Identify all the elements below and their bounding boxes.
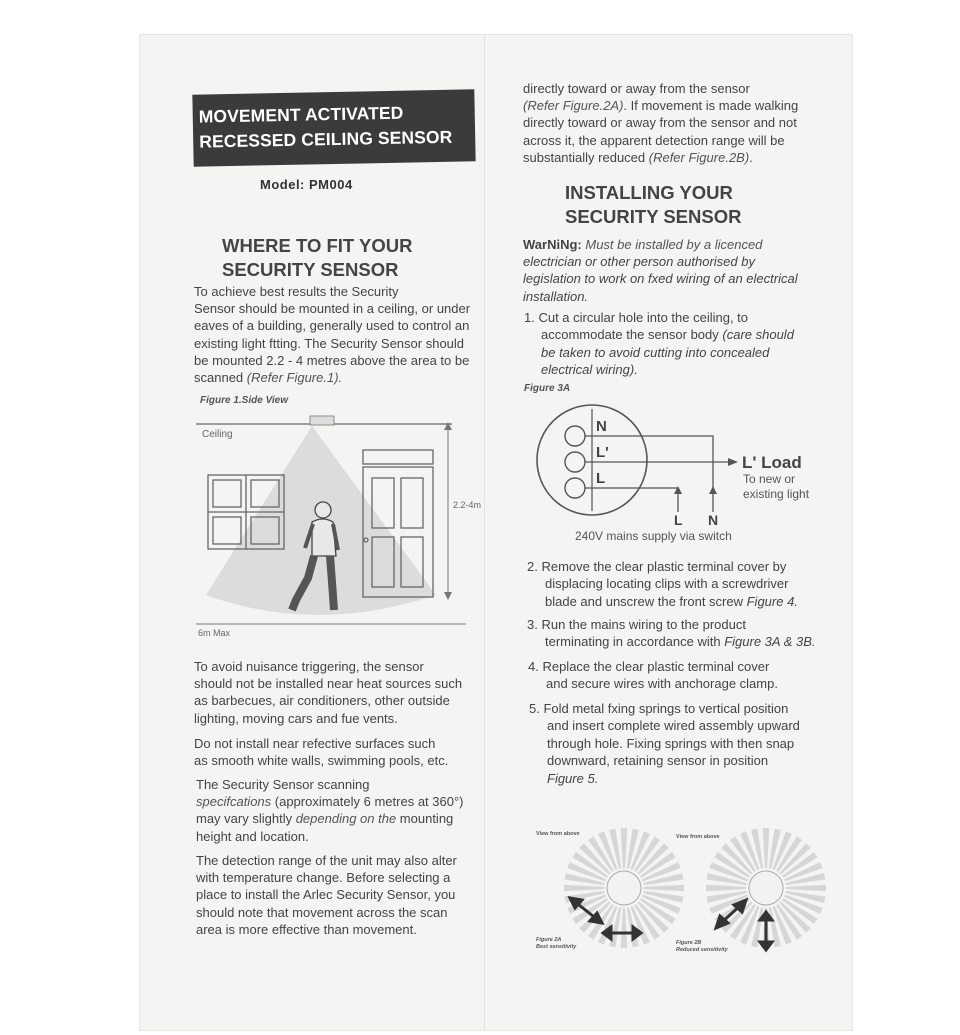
- sensitivity-ray: [706, 885, 746, 891]
- text-line: directly toward or away from the sensor: [523, 81, 750, 96]
- installing-heading: [565, 181, 741, 229]
- text-line: To achieve best results the Security: [194, 284, 399, 299]
- text-line: directly toward or away from the sensor and not: [523, 115, 797, 131]
- where-to-fit-heading: [222, 234, 413, 282]
- text-fragment: Must be installed by a licenced: [581, 237, 763, 252]
- model-number: Model: PM004: [260, 177, 353, 192]
- live-label: L: [674, 512, 683, 528]
- text-line: across it, the apparent detection range will be: [523, 132, 785, 148]
- text-line: as smooth white walls, swimming pools, etc.: [194, 753, 449, 769]
- range-label: 6m Max: [198, 628, 231, 638]
- text-fragment: accommodate the sensor body: [541, 327, 723, 343]
- figure-2b-caption: Figure 2B: [676, 940, 702, 946]
- title-banner: [192, 89, 475, 166]
- text-line: [527, 633, 816, 650]
- text-line: lighting, moving cars and fue vents.: [194, 710, 398, 726]
- view-label: View from above: [536, 831, 580, 837]
- heading-line-2: SECURITY SENSOR: [565, 206, 742, 227]
- sensitivity-ray: [565, 873, 605, 885]
- text-line: existing light ftting. The Security Sensor should: [194, 335, 465, 351]
- sensitivity-ray: [785, 873, 825, 885]
- step-5: [529, 700, 800, 787]
- new-light-label: To new or: [743, 472, 796, 486]
- continued-paragraph: [523, 80, 798, 166]
- figure-reference: Figure 3A & 3B.: [724, 634, 816, 650]
- step-1: [524, 309, 794, 379]
- heading-line-1: INSTALLING YOUR: [565, 182, 733, 203]
- text-line: [523, 97, 798, 114]
- nuisance-paragraph: [194, 658, 494, 727]
- text-fragment: .: [749, 149, 753, 165]
- text-line: installation.: [523, 288, 589, 304]
- figure-3a-caption: Figure 3A: [524, 383, 571, 394]
- text-fragment: substantially reduced: [523, 149, 649, 165]
- text-fragment: depending on the: [292, 811, 400, 827]
- text-line: [527, 593, 798, 610]
- text-line: Do not install near refective surfaces such: [194, 736, 436, 751]
- figure-reference: (Refer Figure.2A): [523, 98, 624, 114]
- fit-paragraph: [194, 283, 494, 386]
- supply-arrows: [674, 486, 717, 494]
- temperature-paragraph: [196, 852, 457, 938]
- text-line: 1. Cut a circular hole into the ceiling, to: [524, 310, 749, 325]
- sensitivity-ray: [621, 828, 627, 868]
- text-fragment: . If movement is made walking: [623, 98, 799, 114]
- text-line: The detection range of the unit may also alter: [196, 853, 457, 868]
- text-line: [523, 236, 798, 253]
- text-line: Sensor should be mounted in a ceiling, or under: [194, 301, 471, 317]
- sensor-top-icon: [607, 871, 641, 905]
- sensitivity-ray: [621, 908, 627, 948]
- text-fragment: (approximately 6 metres at 360°): [271, 794, 464, 810]
- text-line: should not be installed near heat sources such: [194, 676, 463, 692]
- reflective-paragraph: [194, 735, 448, 769]
- text-fragment: (care should: [722, 327, 794, 343]
- text-line: and secure wires with anchorage clamp.: [546, 676, 778, 692]
- text-line: electrical wiring).: [541, 362, 638, 378]
- sensitivity-ray: [644, 885, 684, 891]
- sensitivity-ray: [643, 873, 683, 885]
- sensitivity-ray: [627, 829, 639, 869]
- figure-1-caption: Figure 1.Side View: [200, 395, 288, 406]
- text-line: area is more effective than movement.: [196, 921, 417, 937]
- neutral-label: N: [708, 512, 719, 528]
- figure-2a-caption: Figure 2A: [536, 937, 562, 943]
- terminal-label: L': [596, 444, 609, 461]
- text-line: and insert complete wired assembly upward: [547, 718, 800, 734]
- text-line: displacing locating clips with a screwdriver: [545, 576, 789, 592]
- text-fragment: specifcations: [196, 794, 272, 810]
- sensor-icon: [310, 416, 334, 425]
- sensitivity-ray: [751, 829, 763, 869]
- supply-label: 240V mains supply via switch: [575, 529, 732, 543]
- step-4: [528, 658, 778, 693]
- figure-2a-caption: Best sensitivity: [536, 944, 577, 950]
- height-label: 2.2-4m: [453, 500, 482, 510]
- scanning-paragraph: [196, 776, 464, 845]
- heading-line-1: WHERE TO FIT YOUR: [222, 235, 413, 256]
- sensitivity-ray: [763, 828, 769, 868]
- figure-reference: Figure 5.: [547, 770, 599, 786]
- figure-2b-caption: Reduced sensitivity: [676, 947, 728, 953]
- figure-reference: Figure 4.: [746, 593, 798, 609]
- title-line-1: MOVEMENT ACTIVATED: [198, 102, 404, 127]
- terminal-screws: [565, 426, 585, 498]
- figure-2-sensitivity: [530, 826, 830, 958]
- step-3: [527, 616, 816, 651]
- text-line: eaves of a building, generally used to control an: [194, 318, 470, 334]
- text-line: with temperature change. Before selecting a: [196, 870, 451, 886]
- text-fragment: terminating in accordance with: [545, 634, 725, 650]
- figure-1-side-view: [196, 410, 482, 642]
- text-line: 3. Run the mains wiring to the product: [527, 617, 746, 632]
- text-line: as barbecues, air conditioners, other outside: [194, 693, 450, 709]
- text-fragment: blade and unscrew the front screw: [545, 593, 747, 609]
- ceiling-label: Ceiling: [202, 429, 233, 440]
- heading-line-2: SECURITY SENSOR: [222, 259, 399, 280]
- sensitivity-ray: [564, 885, 604, 891]
- text-line: legislation to work on fxed wiring of an electrical: [523, 271, 798, 287]
- figure-3a-wiring: [530, 404, 830, 546]
- text-line: [194, 369, 494, 386]
- sensitivity-ray: [785, 891, 825, 903]
- text-line: 2. Remove the clear plastic terminal cover by: [527, 559, 787, 574]
- text-line: [524, 326, 794, 343]
- text-line: electrician or other person authorised by: [523, 254, 755, 270]
- warning-label: WarNiNg:: [523, 237, 582, 252]
- text-line: place to install the Arlec Security Sensor, you: [196, 887, 456, 903]
- step-2: [527, 558, 798, 610]
- figure-reference: (Refer Figure.1).: [246, 370, 343, 386]
- text-line: To avoid nuisance triggering, the sensor: [194, 659, 424, 674]
- load-label: L' Load: [742, 453, 802, 472]
- text-line: be taken to avoid cutting into concealed: [541, 344, 770, 360]
- terminal-label: L: [596, 470, 606, 487]
- text-line: [523, 149, 798, 166]
- text-line: should note that movement across the scan: [196, 904, 448, 920]
- text-line: through hole. Fixing springs with then snap: [547, 735, 795, 751]
- sensitivity-ray: [707, 873, 747, 885]
- text-fragment: may vary slightly: [196, 811, 293, 827]
- text-line: The Security Sensor scanning: [196, 777, 370, 792]
- text-fragment: mounting: [399, 811, 454, 827]
- text-fragment: scanned: [194, 370, 244, 386]
- text-line: [196, 793, 464, 810]
- sensitivity-ray: [786, 885, 826, 891]
- sensitivity-ray: [609, 829, 621, 869]
- text-line: 4. Replace the clear plastic terminal cover: [528, 659, 770, 674]
- terminal-label: N: [596, 418, 607, 435]
- text-line: downward, retaining sensor in position: [547, 753, 769, 769]
- page-fold: [484, 35, 485, 1030]
- view-label: View from above: [676, 834, 720, 840]
- figure-reference: (Refer Figure.2B): [648, 149, 750, 165]
- text-line: height and location.: [196, 828, 309, 844]
- warning-paragraph: [523, 236, 798, 305]
- sensor-top-icon: [749, 871, 783, 905]
- text-line: 5. Fold metal fxing springs to vertical position: [529, 701, 789, 716]
- sensitivity-ray: [769, 829, 781, 869]
- text-line: be mounted 2.2 - 4 metres above the area to be: [194, 352, 470, 368]
- sensitivity-ray: [643, 891, 683, 903]
- title-line-2: RECESSED CEILING SENSOR: [199, 126, 453, 152]
- live-wire: [585, 488, 678, 512]
- new-light-label: existing light: [743, 487, 810, 501]
- text-line: [196, 810, 464, 827]
- load-arrow: [728, 458, 738, 466]
